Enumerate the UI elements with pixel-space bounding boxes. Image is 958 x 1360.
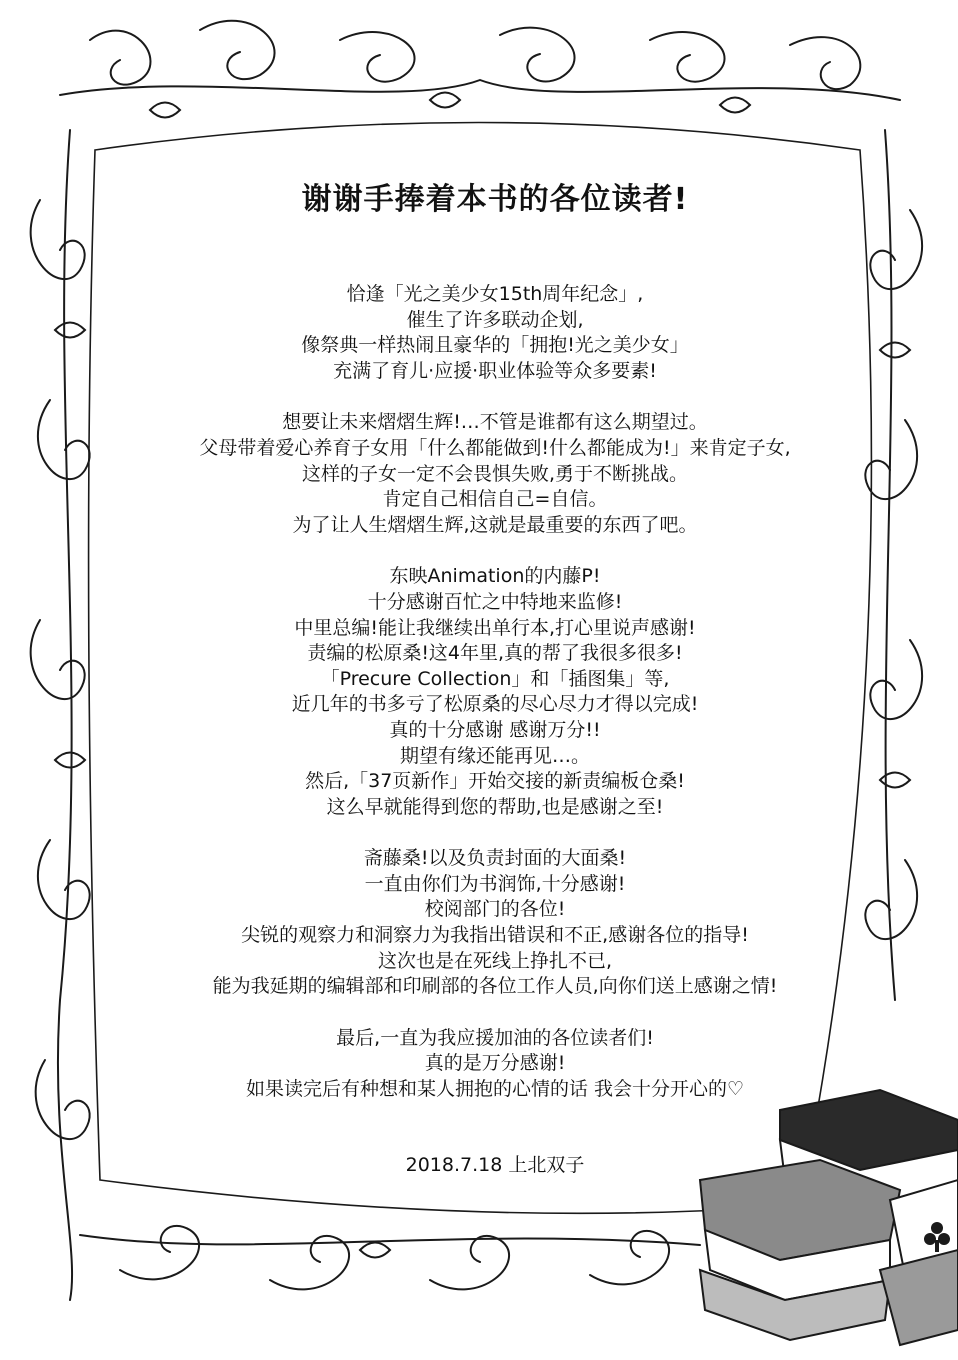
- text-line: 父母带着爱心养育子女用「什么都能做到!什么都能成为!」来肯定子女,: [199, 436, 791, 459]
- text-line: 责编的松原桑!这4年里,真的帮了我很多很多!: [307, 642, 683, 665]
- paragraph: [150, 846, 840, 1000]
- text-line: 真的是万分感谢!: [424, 1052, 566, 1075]
- text-line: 最后,一直为我应援加油的各位读者们!: [336, 1026, 654, 1049]
- text-line: 一直由你们为书润饰,十分感谢!: [364, 872, 626, 895]
- text-line: 校阅部门的各位!: [424, 898, 566, 921]
- text-line: 如果读完后有种想和某人拥抱的心情的话 我会十分开心的♡: [245, 1078, 745, 1101]
- paragraph: [150, 410, 840, 538]
- text-line: 充满了育儿·应援·职业体验等众多要素!: [333, 359, 657, 382]
- text-line: 东映Animation的内藤P!: [389, 565, 601, 588]
- text-line: 想要让未来熠熠生辉!…不管是谁都有这么期望过。: [282, 411, 708, 434]
- text-line: 像祭典一样热闹且豪华的「拥抱!光之美少女」: [301, 334, 689, 357]
- text-line: 为了让人生熠熠生辉,这就是最重要的东西了吧。: [292, 513, 698, 536]
- text-line: 这样的子女一定不会畏惧失败,勇于不断挑战。: [301, 462, 689, 485]
- text-line: 尖锐的观察力和洞察力为我指出错误和不正,感谢各位的指导!: [241, 924, 749, 947]
- text-line: 十分感谢百忙之中特地来监修!: [367, 590, 623, 613]
- paragraph: [150, 282, 840, 384]
- text-line: 「Precure Collection」和「插图集」等,: [320, 667, 670, 690]
- text-line: 然后,「37页新作」开始交接的新责编板仓桑!: [305, 770, 685, 793]
- text-line: 近几年的书多亏了松原桑的尽心尽力才得以完成!: [291, 693, 699, 716]
- afterword-paragraphs: [150, 282, 840, 1103]
- text-line: 真的十分感谢 感谢万分!!: [389, 718, 601, 741]
- text-line: 催生了许多联动企划,: [406, 308, 584, 331]
- text-line: 这么早就能得到您的帮助,也是感谢之至!: [326, 795, 664, 818]
- text-line: 中里总编!能让我继续出单行本,打心里说声感谢!: [294, 616, 696, 639]
- afterword-content: [150, 180, 840, 1129]
- text-line: 斋藤桑!以及负责封面的大面桑!: [363, 847, 627, 870]
- text-line: 这次也是在死线上挣扎不已,: [377, 949, 613, 972]
- page-title: 谢谢手捧着本书的各位读者!: [301, 182, 689, 217]
- paragraph: [150, 564, 840, 820]
- text-line: 期望有缘还能再见…。: [399, 744, 590, 767]
- text-line: 能为我延期的编辑部和印刷部的各位工作人员,向你们送上感谢之情!: [212, 975, 778, 998]
- paragraph: [150, 1026, 840, 1103]
- signature-date: 2018.7.18 上北双子: [405, 1154, 585, 1176]
- text-line: 肯定自己相信自己=自信。: [382, 488, 608, 511]
- text-line: 恰逢「光之美少女15th周年纪念」,: [346, 283, 644, 305]
